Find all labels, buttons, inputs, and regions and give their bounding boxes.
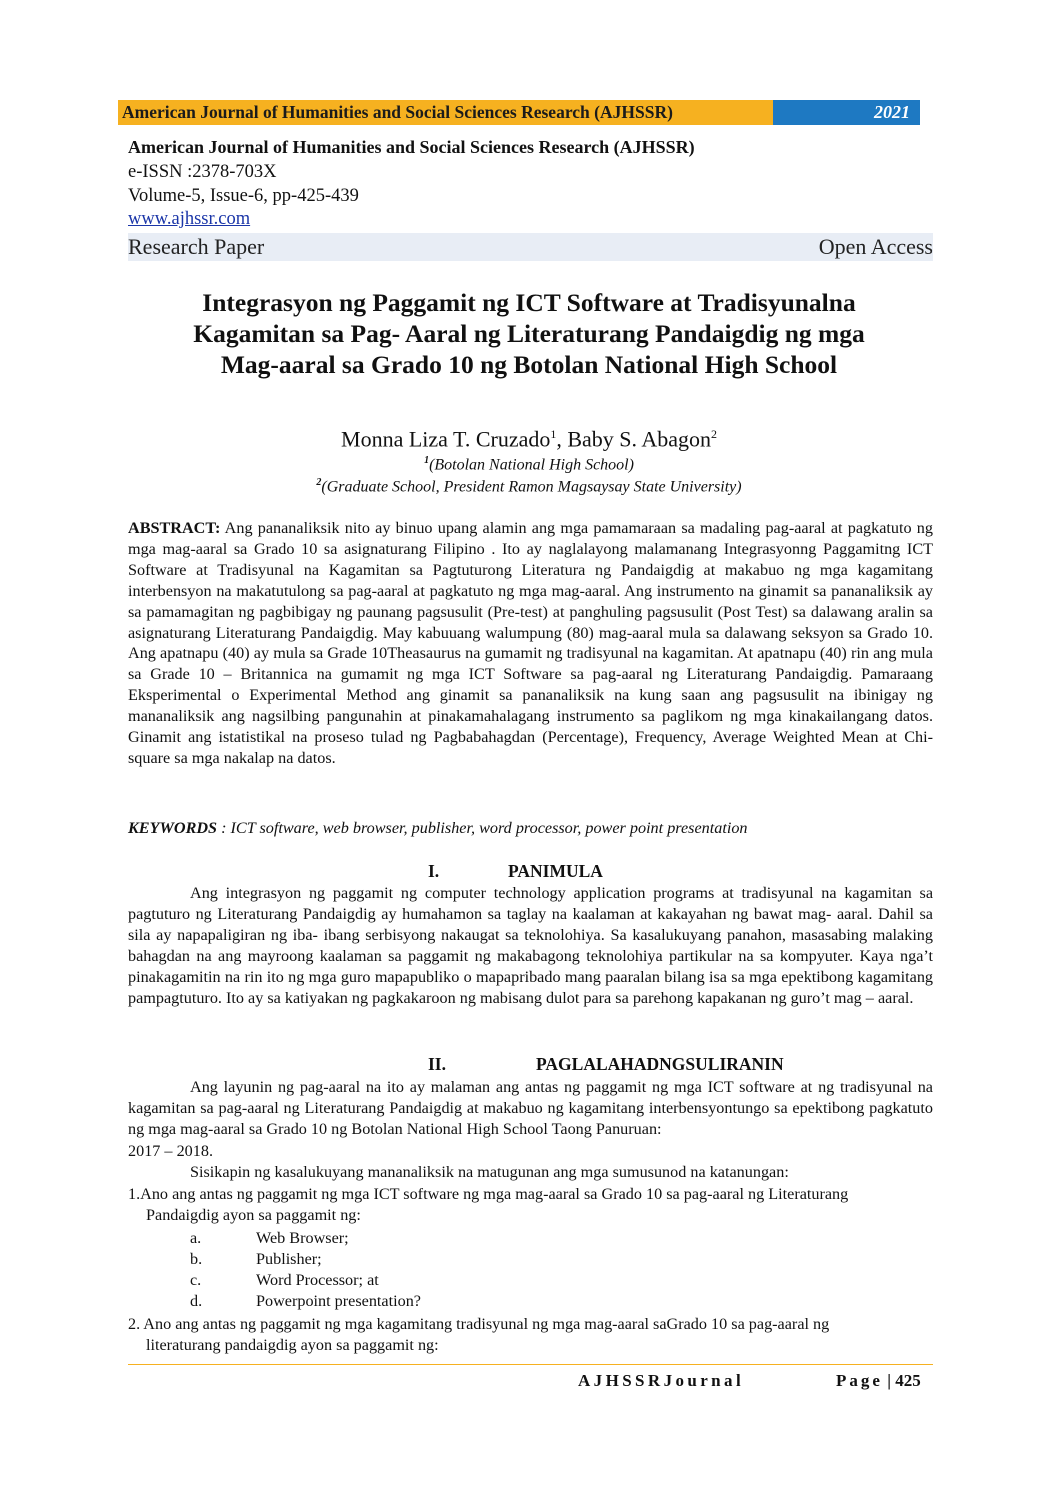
journal-banner bbox=[118, 100, 920, 125]
section-1-num: I. bbox=[428, 861, 440, 881]
affiliation-1-sup: 1 bbox=[424, 455, 430, 466]
footer-page-sep: | bbox=[882, 1371, 896, 1390]
question-1-line-2: Pandaigdig ayon sa paggamit ng: bbox=[146, 1205, 361, 1224]
question-2 bbox=[128, 1314, 933, 1356]
question-2-line-2: literaturang pandaigdig ayon sa paggamit ng: bbox=[146, 1335, 439, 1354]
eissn-value: 2378-703X bbox=[192, 162, 277, 182]
author-sep: , bbox=[556, 426, 568, 452]
abstract-text: Ang pananaliksik nito ay binuo upang alamin ang mga pamamaraan sa madaling pag-aaral at pagkatuto ng mga mag-aaral sa Grado 10 sa asignaturang Filipino . Ito ay naglalayong malamanang Integrasyonng Paggamitng ICT Software at Tradisyunal na Kagamitan sa Pagtuturong Literatura ng Pandaigdig at makabuo ng mga kagamitang interbensyon na makatutulong sa pag-aaral at pagkatuto ng mga mag-aaral. Ang instrumento na ginamit sa pananaliksik ay sa pamamagitan ng pagbibigay ng paunang pagsusulit (Pre-test) at panghuling pagsusulit (Post Test) sa dalawang aralin sa asignaturang Literaturang Pandaigdig. May kabuuang walumpung (80) mag-aaral mula sa dalawang seksyon sa Grado 10. Ang apatnapu (40) ay mula sa Grade 10Theasaurus na gumamit ng tradisyunal na kagamitan. At apatnapu (40) rin ang mula sa Grade 10 – Britannica na gumamit ng mga ICT Software sa pag-aaral ng Literaturang Pandaigdig. Pamaraang Eksperimental o Experimental Method ang ginamit sa pananaliksik na kung saan ang pagsusulit na ibinigay ng mananaliksik ang nagsilbing pangunahin at pinakamahalagang instrumento sa paglikom ng mga kinakailangang datos. Ginamit ang istatistikal na proseso tulad ng Pagbabahagdan (Percentage), Frequency, Average Weighted Mean at Chi-square sa mga nakalap na datos. bbox=[128, 519, 933, 767]
footer-page-number bbox=[836, 1371, 921, 1391]
sub-item-d-mark: d. bbox=[190, 1292, 203, 1310]
sub-item-d-text: Powerpoint presentation? bbox=[256, 1292, 421, 1310]
sub-item-a-mark: a. bbox=[190, 1229, 202, 1247]
section-2-num: II. bbox=[428, 1054, 446, 1074]
title-line-1: Integrasyon ng Paggamit ng ICT Software at Tradisyunalna bbox=[202, 288, 856, 317]
footer-divider bbox=[128, 1364, 933, 1365]
question-1 bbox=[128, 1184, 933, 1226]
banner-journal-name: American Journal of Humanities and Social Sciences Research (AJHSSR) bbox=[118, 100, 773, 125]
eissn bbox=[128, 160, 933, 184]
affiliation-1-text: (Botolan National High School) bbox=[429, 456, 634, 474]
section-1-text: Ang integrasyon ng paggamit ng computer technology application programs at tradisyunal na kagamitan sa pagtuturo ng Literaturang Pandaigdig ay humahamon sa taglay na kaalaman at kakayahan ng bawat mag- aaral. Dahil sa sila ay napapaligiran ng iba- ibang serbisyong nakaugat sa teknolohiya. Sa kasalukuyang panahon, masasabing malaking bahagdan na ang mayroong kaalaman sa paggamit ng makabagong teknolohiya partikular na sa kompyuter. Kaya nga’t pinakagamitin na rin ito ng mga guro mapapubliko o mapapribado mang paaralan bilang isa sa mga epektibong kagamitang pampagtuturo. Ito ay sa katiyakan ng pagkakaroon ng mabisang dulot para sa parehong kapakanan ng guro’t mag – aaral. bbox=[128, 884, 933, 1007]
section-1-title: PANIMULA bbox=[508, 861, 603, 881]
authors bbox=[118, 420, 940, 453]
affiliation-2 bbox=[118, 472, 940, 498]
affiliation-2-sup: 2 bbox=[316, 477, 322, 488]
sub-item-c-text: Word Processor; at bbox=[256, 1271, 379, 1289]
paper-type-bar bbox=[128, 233, 933, 261]
paper-type: Research Paper bbox=[128, 234, 265, 259]
question-1-line-1: 1.Ano ang antas ng paggamit ng mga ICT software ng mga mag-aaral sa Grado 10 sa pag-aaral ng Literaturang bbox=[128, 1185, 849, 1203]
author-2-sup: 2 bbox=[710, 427, 717, 441]
section-2-years: 2017 – 2018. bbox=[128, 1142, 213, 1160]
affiliation-2-text: (Graduate School, President Ramon Magsaysay State University) bbox=[321, 478, 742, 496]
section-2-title: PAGLALAHADNGSULIRANIN bbox=[536, 1054, 784, 1074]
footer-page-num: 425 bbox=[895, 1371, 921, 1390]
website-link[interactable]: www.ajhssr.com bbox=[128, 209, 251, 229]
banner-year: 2021 bbox=[773, 100, 920, 125]
sub-item-c-mark: c. bbox=[190, 1271, 202, 1289]
section-2-text: Ang layunin ng pag-aaral na ito ay malaman ang antas ng paggamit ng mga ICT software at ng tradisyunal na kagamitan sa pag-aaral ng Literaturang Pandaigdig at makabuo ng kagamitang interbensyontungo sa epektibong pagkatuto ng mga mag-aaral sa Grado 10 ng Botolan National High School Taong Panuruan: bbox=[128, 1078, 933, 1138]
question-2-line-1: 2. Ano ang antas ng paggamit ng mga kagamitang tradisyunal ng mga mag-aaral saGrado 10 sa pag-aaral ng bbox=[128, 1315, 830, 1333]
keywords-text: : ICT software, web browser, publisher, word processor, power point presentation bbox=[217, 819, 748, 837]
volume-info: Volume-5, Issue-6, pp-425-439 bbox=[128, 186, 359, 206]
footer-page-label: Page bbox=[836, 1371, 883, 1390]
sub-item-a-text: Web Browser; bbox=[256, 1229, 349, 1247]
open-access: Open Access bbox=[818, 234, 933, 259]
abstract-label: ABSTRACT: bbox=[128, 519, 221, 537]
journal-header bbox=[128, 135, 933, 261]
keywords bbox=[128, 818, 933, 838]
footer-journal: AJHSSRJournal bbox=[578, 1371, 745, 1390]
author-1: Monna Liza T. Cruzado bbox=[341, 426, 551, 452]
author-2: Baby S. Abagon bbox=[567, 426, 711, 452]
eissn-label: e-ISSN : bbox=[128, 162, 193, 182]
sub-item-b-mark: b. bbox=[190, 1250, 203, 1268]
title-line-3: Mag-aaral sa Grado 10 ng Botolan National High School bbox=[220, 350, 838, 379]
title-line-2: Kagamitan sa Pag- Aaral ng Literaturang Pandaigdig ng mga bbox=[193, 319, 865, 348]
abstract bbox=[128, 518, 933, 769]
sub-item-b-text: Publisher; bbox=[256, 1250, 322, 1268]
keywords-label: KEYWORDS bbox=[128, 819, 218, 837]
header-journal-name: American Journal of Humanities and Social Sciences Research (AJHSSR) bbox=[128, 137, 695, 157]
paper-title bbox=[118, 287, 940, 380]
author-1-sup: 1 bbox=[550, 427, 557, 441]
section-2-lead: Sisikapin ng kasalukuyang mananaliksik na matugunan ang mga sumusunod na katanungan: bbox=[190, 1163, 789, 1181]
